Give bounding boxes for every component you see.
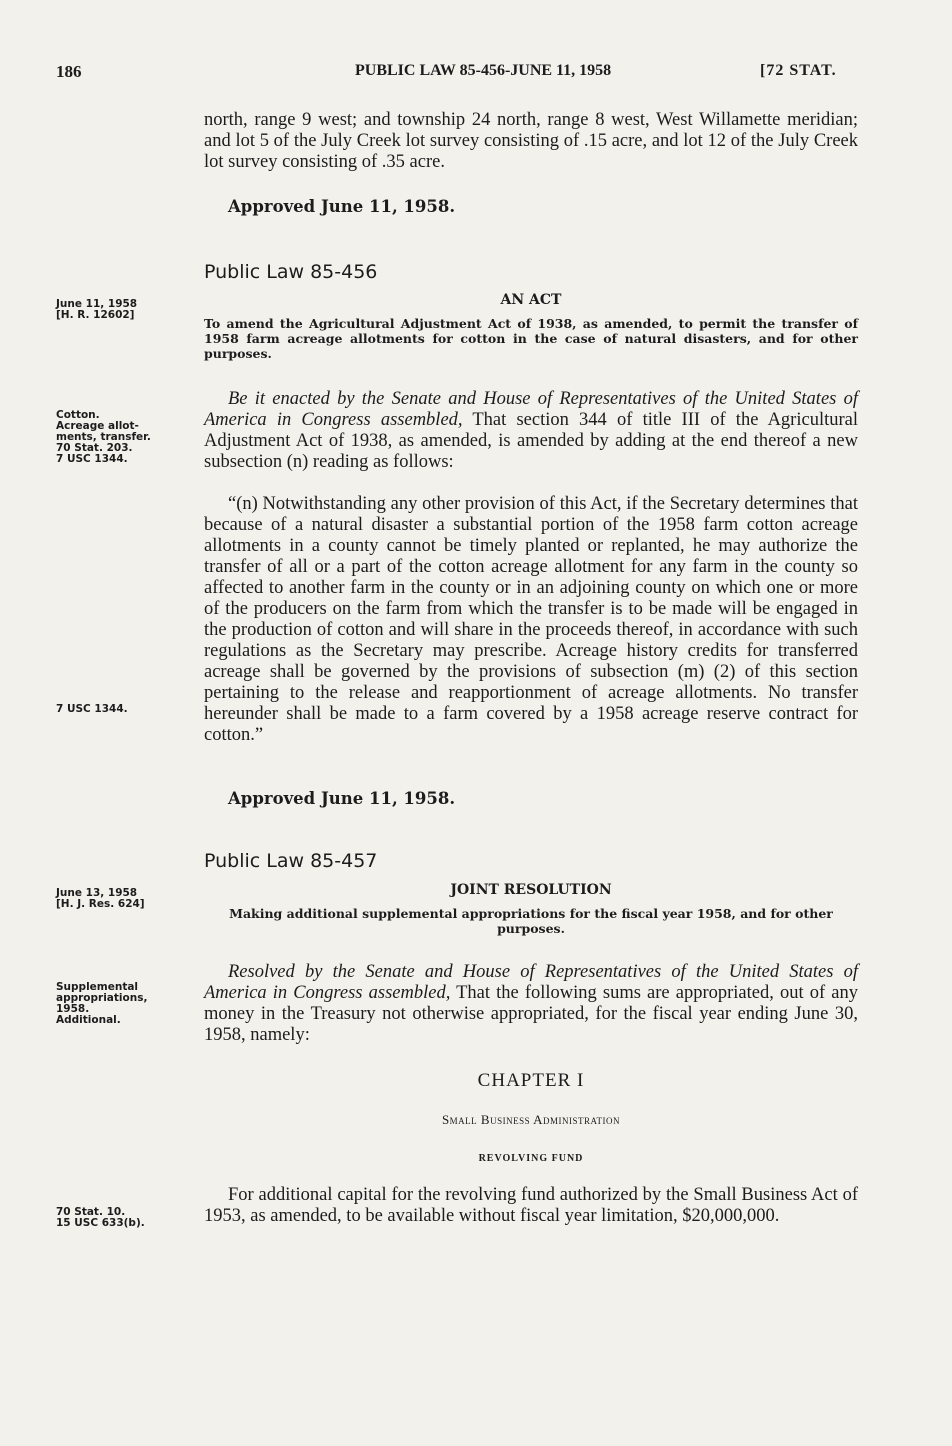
margin-date-457: [56, 888, 184, 910]
header-title: PUBLIC LAW 85-456-JUNE 11, 1958: [355, 62, 612, 79]
resolution-heading: JOINT RESOLUTION: [450, 882, 612, 898]
enacting-italic: Be it enacted by the Senate and House of Representatives of the United States of America in Congress assembled,: [204, 389, 858, 430]
fund-paragraph: [204, 1185, 858, 1227]
agency-heading: Small Business Administration: [441, 1112, 621, 1127]
margin-line: Supplemental: [56, 981, 139, 993]
margin-line: Additional.: [56, 1014, 121, 1026]
margin-line: Cotton.: [56, 409, 100, 421]
law-title-457: Public Law 85-457: [204, 850, 378, 872]
subsection-n: [204, 494, 858, 746]
law-title-456: Public Law 85-456: [204, 261, 378, 283]
act-purpose: To amend the Agricultural Adjustment Act of 1938, as amended, to permit the transfer of 1958 farm acreage allotments for cotton in the case of natural disasters, and for other purposes.: [204, 316, 858, 361]
approved-line-1: Approved June 11, 1958.: [228, 197, 456, 216]
subsection-n-text: “(n) Notwithstanding any other provision of this Act, if the Secretary determines that because of a natural disaster a substantial portion of the 1958 farm cotton acreage allotments in a county cannot be timely planted or replanted, he may authorize the transfer of all or a part of the cotton acreage allotment for any farm in the county so affected to another farm in the county or in an adjoining county on which one or more of the producers on the farm from which the transfer is to be made will be engaged in the production of cotton and will share in the proceeds thereof, in accordance with such regulations as the Secretary may prescribe. Acreage history credits for transferred acreage shall be governed by the provisions of subsection (m) (2) of this section pertaining to the release and reapportionment of acreage allotments. No transfer hereunder shall be made to a farm covered by a 1958 acreage reserve contract for cotton.”: [204, 494, 858, 745]
act-heading: AN ACT: [500, 292, 562, 308]
resolved-italic: Resolved by the Senate and House of Representatives of the United States of America in Congress assembled,: [204, 962, 858, 1003]
margin-date-456: [56, 299, 184, 321]
margin-note-usc: 7 USC 1344.: [56, 703, 128, 715]
fund-heading: REVOLVING FUND: [478, 1153, 584, 1164]
fund-text: For additional capital for the revolving fund authorized by the Small Business Act of 1953, as amended, to be available without fiscal year limitation, $20,000,000.: [204, 1185, 858, 1226]
margin-line: 15 USC 633(b).: [56, 1217, 145, 1229]
continuation-paragraph: [204, 110, 858, 173]
margin-line: ments, transfer.: [56, 431, 151, 443]
margin-bill: [H. R. 12602]: [56, 309, 135, 321]
margin-date: June 13, 1958: [56, 887, 138, 899]
margin-line: Acreage allot-: [56, 420, 139, 432]
resolving-clause: [204, 962, 858, 1046]
header-statute: [72 STAT.: [760, 62, 837, 79]
margin-line: 7 USC 1344.: [56, 453, 128, 465]
resolution-purpose: Making additional supplemental appropriations for the fiscal year 1958, and for other purposes.: [229, 906, 833, 936]
running-header: [0, 62, 952, 86]
margin-bill: [H. J. Res. 624]: [56, 898, 145, 910]
margin-note-stat: [56, 1207, 184, 1229]
margin-line: 70 Stat. 203.: [56, 442, 133, 454]
chapter-heading: CHAPTER I: [477, 1070, 585, 1091]
approved-line-2: Approved June 11, 1958.: [228, 789, 456, 808]
resolved-rest: That the following sums are appropriated, out of any money in the Treasury not otherwise appropriated, for the fiscal year ending June 30, 1958, namely:: [204, 983, 858, 1045]
margin-line: 1958.: [56, 1003, 90, 1015]
margin-line: appropriations,: [56, 992, 148, 1004]
margin-date: June 11, 1958: [56, 298, 138, 310]
margin-note-appropriations: [56, 982, 184, 1026]
continuation-text: north, range 9 west; and township 24 north, range 8 west, West Willamette meridian; and lot 5 of the July Creek lot survey consisting of .15 acre, and lot 12 of the July Creek lot survey consisting of .35 acre.: [204, 110, 858, 172]
enacting-rest: That section 344 of title III of the Agricultural Adjustment Act of 1938, as amended, is amended by adding at the end thereof a new subsection (n) reading as follows:: [204, 410, 858, 472]
margin-line: 70 Stat. 10.: [56, 1206, 126, 1218]
margin-note-cotton: [56, 410, 184, 465]
page-number: 186: [56, 62, 82, 81]
enacting-clause: [204, 389, 858, 473]
